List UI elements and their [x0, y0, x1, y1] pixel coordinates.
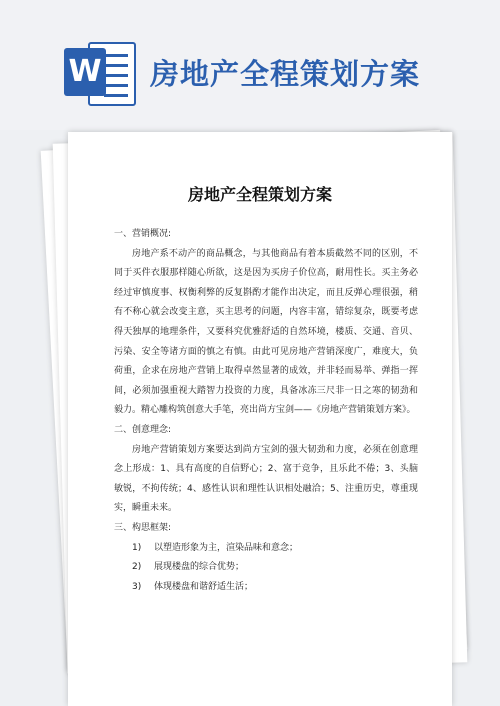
list-item-text: 以塑造形象为主，渲染品味和意念； [154, 542, 299, 553]
list-item [114, 539, 418, 559]
list-item-text: 展现楼盘的综合优势； [154, 562, 245, 573]
list-item-number: 1) [132, 542, 142, 553]
list-item-number: 3) [132, 581, 142, 592]
section-heading: 一、营销概况: [114, 229, 172, 239]
document-title: 房地产全程策划方案 [187, 185, 332, 204]
list-item [114, 578, 418, 598]
list-item [114, 558, 418, 578]
word-document-icon [58, 38, 136, 108]
list-item-text: 体现楼盘和谐舒适生活； [154, 581, 254, 592]
header-banner [0, 0, 500, 130]
list-item-number: 2) [132, 562, 142, 573]
word-logo-letter: W [64, 48, 106, 96]
body-paragraph: 房地产系不动产的商品概念，与其他商品有着本质截然不同的区别，不同于买件衣服那样随心所欲，这是因为买房子价位高，耐用性长。买主务必经过审慎度事、权衡利弊的反复斟酌才能作出决定，而且反弹心理很强，稍有不称心就会改变主意，买主思考的问题，内容丰富，错综复杂，既要考虑得天独厚的地理条件，又要科究优雅舒适的自然环境，楼质、交通、音贝、污染、安全等诸方面的慎之有慎。由此可见房地产营销深度广，难度大，负荷重，企求在房地产营销上取得卓然显著的成效，并非轻而易举、弹指一挥间，必须加强重视大踏智力投资的力度，具备冰冻三尺非一日之寒的韧劲和毅力。精心雕构筑创意大手笔，亮出尚方宝剑——《房地产营销策划方案》。 [114, 248, 418, 416]
section-heading: 二、创意理念: [114, 424, 172, 435]
header-title: 房地产全程策划方案 [150, 57, 421, 91]
document-body [114, 225, 418, 597]
body-paragraph: 房地产营销策划方案要达到尚方宝剑的强大韧劲和力度，必须在创意理念上形成：1、具有高度的自信野心；2、富于竞争，且乐此不倦；3、头脑敏锐，不拘传统；4、感性认识和理性认识相处融洽；5、注重历史，尊重现实，瞬重未来。 [114, 444, 418, 514]
document-page [68, 132, 452, 706]
section-heading: 三、构思框架: [114, 522, 172, 533]
